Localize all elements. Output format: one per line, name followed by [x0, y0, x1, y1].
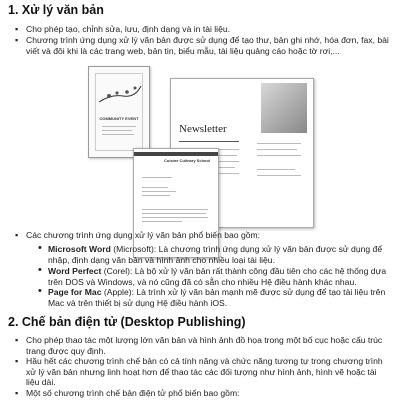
section1-heading: 1. Xử lý văn bản: [8, 3, 104, 17]
text-line: [142, 195, 170, 196]
text-line: [142, 213, 206, 214]
bullet-icon: •: [38, 285, 42, 297]
bullet-icon: ▪: [15, 388, 19, 398]
text-line: [142, 217, 208, 218]
text-line: [257, 169, 295, 170]
text-line: [257, 143, 301, 144]
text-line: [142, 221, 182, 222]
section2-bullet-1: [15, 335, 388, 356]
program-item: [38, 242, 388, 265]
section1-bullet-2: [15, 35, 390, 56]
bullet-text: Hầu hết các chương trình chế bản có cả tính năng và chức năng tương tự trong chương trình xử lý văn bản nhưng linh hoạt hơn để thao tác các đối tượng như hình ảnh, hình vẽ hoặc tài liệu dài.: [26, 356, 383, 388]
section2-bullet-3: [15, 388, 388, 399]
bullet-icon: ▪: [15, 24, 19, 34]
letter-header-bar: [134, 152, 218, 156]
text-line: [142, 177, 172, 178]
bullet-text: Cho phép tạo, chỉnh sửa, lưu, định dạng và in tài liệu.: [26, 24, 231, 34]
program-item: [38, 264, 388, 287]
bullet-text: Chương trình ứng dụng xử lý văn bản được sử dụng để tạo thư, bản ghi nhớ, hóa đơn, fax, bài viết và đôi khi là các trang web, bản tin, biểu mẫu, tài liệu quảng cáo hoặc tờ rơi,...: [26, 35, 389, 56]
program-desc: (Corel): Là bộ xử lý văn bản rất thành công đầu tiên cho các hệ thống dựa trên DOS và Windows, và nó cũng đã có sẵn cho nhiều Hệ điều hành khác nhau.: [48, 266, 387, 287]
text-line: [102, 130, 132, 131]
section1-bullet-1: [15, 24, 386, 35]
letter-header: Cuisine Culinary School: [164, 158, 211, 163]
text-line: [142, 187, 168, 188]
bullet-icon: ▪: [15, 356, 19, 366]
program-item: [38, 285, 388, 308]
text-line: [102, 134, 134, 135]
tree-branch-illustration: [97, 80, 143, 110]
text-line: [257, 175, 301, 176]
divider: [179, 141, 239, 142]
bullet-icon: ▪: [15, 230, 19, 240]
bullet-icon: •: [38, 242, 42, 254]
text-line: [257, 155, 301, 156]
newsletter-title: Newsletter: [179, 123, 227, 135]
text-line: [102, 126, 136, 127]
program-name: Page for Mac: [48, 287, 102, 297]
section2-bullet-2: [15, 356, 388, 388]
program-name: Word Perfect: [48, 266, 102, 276]
bullet-icon: ▪: [15, 335, 19, 345]
bullet-icon: ▪: [15, 35, 19, 45]
bullet-icon: •: [38, 264, 42, 276]
letter-image: [133, 148, 219, 258]
program-desc: (Microsoft): Là chương trình ứng dụng xử lý văn bản được sử dụng để nhập, định dạng văn bản và hình ảnh cho nhiều loại tài liệu.: [48, 244, 383, 265]
program-name: Microsoft Word: [48, 244, 111, 254]
text-line: [257, 149, 297, 150]
bullet-text: Một số chương trình chế bản điện tử phổ biến bao gồm:: [26, 388, 240, 398]
program-desc: (Apple): Là trình xử lý văn bản mạnh mẽ được sử dụng để tạo tài liệu trên Mac và trên thiết bị sử dụng Hệ điều hành iOS.: [48, 287, 386, 308]
section2-heading: 2. Chế bản điện tử (Desktop Publishing): [8, 315, 246, 329]
text-line: [142, 191, 176, 192]
newsletter-photo: [261, 83, 307, 133]
popular-intro: [15, 230, 386, 241]
text-line: [142, 209, 208, 210]
bullet-text: Cho phép thao tác một lượng lớn văn bản và hình ảnh đồ họa trong một bố cục hoặc cấu trúc trang được quy định.: [26, 335, 383, 356]
flyer-image: [88, 66, 150, 158]
bullet-text: Các chương trình ứng dụng xử lý văn bản phổ biến bao gồm:: [26, 230, 261, 240]
flyer-title: COMMUNITY EVENT: [99, 116, 139, 121]
